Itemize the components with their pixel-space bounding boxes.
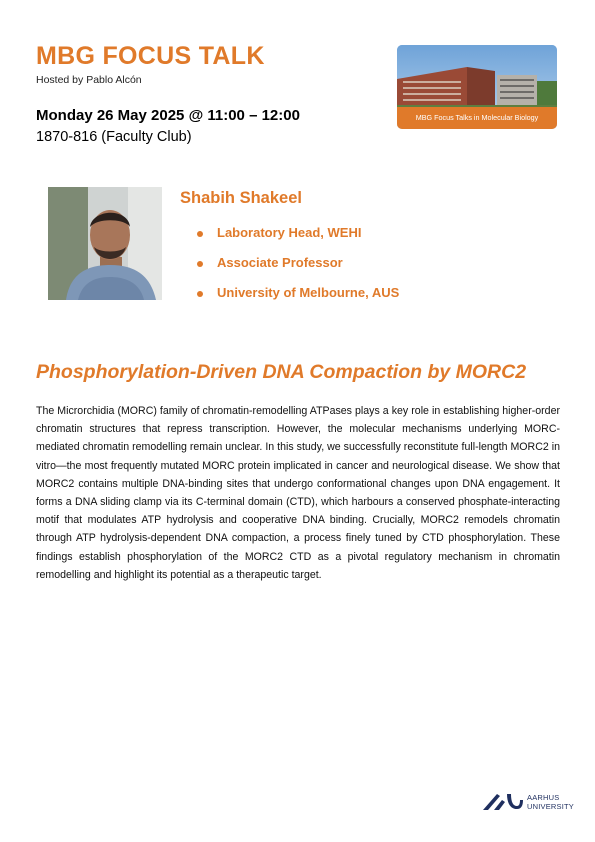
logo-line-1: AARHUS [527, 793, 560, 802]
speaker-photo [48, 187, 162, 300]
affiliation-text: University of Melbourne, AUS [217, 285, 400, 300]
speaker-name: Shabih Shakeel [180, 189, 302, 207]
event-datetime: Monday 26 May 2025 @ 11:00 – 12:00 [36, 107, 300, 124]
bullet-icon [197, 291, 203, 297]
banner-caption: MBG Focus Talks in Molecular Biology [397, 107, 557, 129]
logo-text [527, 793, 574, 811]
event-title: MBG FOCUS TALK [36, 42, 265, 70]
talk-title: Phosphorylation-Driven DNA Compaction by MORC2 [36, 361, 527, 383]
aarhus-university-logo [481, 790, 575, 814]
host-line: Hosted by Pablo Alcón [36, 74, 142, 86]
speaker-portrait [48, 187, 162, 300]
bullet-icon [197, 231, 203, 237]
talk-abstract: The Microrchidia (MORC) family of chromatin-remodelling ATPases plays a key role in establishing higher-order chromatin structures that repress transcription. However, the molecular mechanisms underlying MORC-mediated chromatin remodelling remain unclear. In this study, we successfully reconstitute full-length MORC2 in vitro—the most frequently mutated MORC protein implicated in cancer and neurological disease. We show that MORC2 contains multiple DNA-binding sites that undergo conformational changes upon DNA engagement. It forms a DNA sliding clamp via its C-terminal domain (CTD), which harbours a conserved phosphate-interacting motif that modulates ATP hydrolysis and cooperative DNA binding. Crucially, MORC2 remodels chromatin through ATP hydrolysis-dependent DNA compaction, a process finely tuned by CTD phosphorylation. These findings establish phosphorylation of the MORC2 CTD as a pivotal regulatory mechanism in chromatin remodelling and highlight its potential as a therapeutic target. [36, 405, 560, 581]
affiliation-text: Laboratory Head, WEHI [217, 225, 362, 240]
event-location: 1870-816 (Faculty Club) [36, 129, 192, 145]
banner-image [397, 45, 557, 129]
au-logo-icon [481, 790, 525, 812]
bullet-icon [197, 261, 203, 267]
affiliation-text: Associate Professor [217, 255, 343, 270]
logo-line-2: UNIVERSITY [527, 802, 575, 811]
